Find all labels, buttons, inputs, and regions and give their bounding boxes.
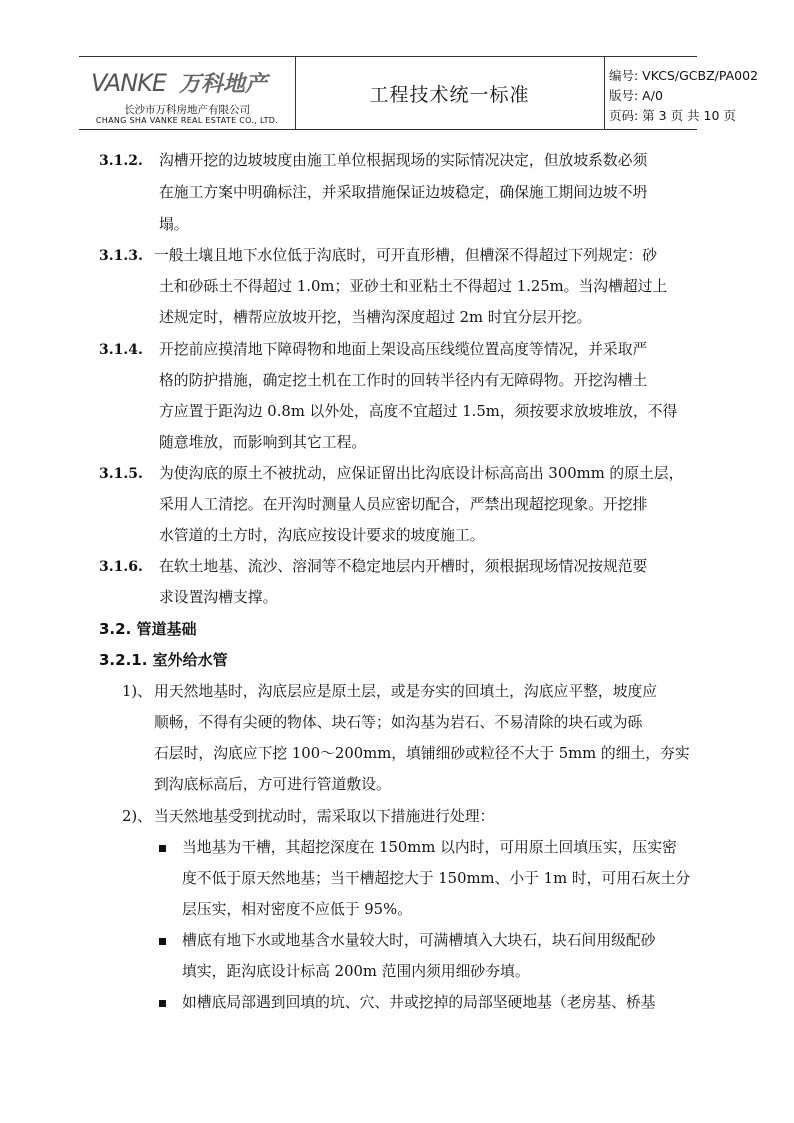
- bullet-icon: [159, 938, 166, 945]
- section-number: 3.1.6.: [99, 559, 143, 575]
- paragraph-line: 一般土壤且地下水位低于沟底时，可开直形槽，但槽深不得超过下列规定：砂: [154, 247, 658, 264]
- svg-text:VANKE: VANKE: [91, 69, 167, 97]
- company-name-cn: 长沙市万科房地产有限公司: [124, 104, 250, 116]
- section-number: 3.1.4.: [99, 342, 143, 358]
- company-name-en: CHANG SHA VANKE REAL ESTATE CO., LTD.: [95, 116, 279, 125]
- bullet-icon: [159, 1000, 166, 1007]
- paragraph-line: 为使沟底的原土不被扰动，应保证留出比沟底设计标高高出 300mm 的原土层，: [159, 465, 684, 482]
- meta-cell: [605, 57, 759, 129]
- section-number: 3.1.2.: [99, 153, 143, 169]
- paragraph-line: 随意堆放，而影响到其它工程。: [159, 434, 367, 451]
- item-label: 1)、: [122, 683, 152, 700]
- paragraph-line: 当地基为干槽，其超挖深度在 150mm 以内时，可用原土回填压实，压实密: [182, 839, 677, 856]
- paragraph-line: 格的防护措施，确定挖土机在工作时的回转半径内有无障碍物。开挖沟槽土: [159, 372, 648, 389]
- paragraph-line: 开挖前应摸清地下障碍物和地面上架设高压线缆位置高度等情况，并采取严: [159, 341, 648, 358]
- vanke-logo-icon: [87, 65, 287, 97]
- paragraph-line: 水管道的土方时，沟底应按设计要求的坡度施工。: [159, 527, 485, 544]
- paragraph-line: 塌。: [159, 216, 189, 233]
- svg-text:万科地产: 万科地产: [179, 72, 268, 97]
- paragraph-line: 石层时，沟底应下挖 100～200mm，填铺细砂或粒径不大于 5mm 的细土，夯实: [154, 745, 690, 762]
- document-title: 工程技术统一标准: [295, 57, 605, 129]
- paragraph-line: 方应置于距沟边 0.8m 以外处，高度不宜超过 1.5m，须按要求放坡堆放，不得: [159, 403, 678, 420]
- paragraph-line: 用天然地基时，沟底层应是原土层，或是夯实的回填土，沟底应平整，坡度应: [154, 683, 658, 700]
- doc-version: 版号: A/0: [609, 88, 663, 103]
- paragraph-line: 采用人工清挖。在开沟时测量人员应密切配合，严禁出现超挖现象。开挖排: [159, 496, 648, 513]
- subsection-heading: 3.2.1. 室外给水管: [99, 651, 228, 669]
- paragraph-line: 填实，距沟底设计标高 200m 范围内须用细砂夯填。: [182, 963, 530, 980]
- bullet-icon: [159, 845, 166, 852]
- paragraph-line: 求设置沟槽支撑。: [159, 589, 278, 606]
- paragraph-line: 在施工方案中明确标注，并采取措施保证边坡稳定，确保施工期间边坡不坍: [159, 184, 648, 201]
- paragraph-line: 顺畅，不得有尖硬的物体、块石等；如沟基为岩石、不易清除的块石或为砾: [154, 714, 643, 731]
- paragraph-line: 沟槽开挖的边坡坡度由施工单位根据现场的实际情况决定，但放坡系数必须: [159, 152, 648, 169]
- paragraph-line: 到沟底标高后，方可进行管道敷设。: [154, 776, 391, 793]
- doc-page: 页码: 第 3 页 共 10 页: [609, 108, 736, 123]
- item-label: 2)、: [122, 808, 152, 825]
- document-header: [79, 56, 759, 130]
- doc-code: 编号: VKCS/GCBZ/PA002: [609, 68, 759, 83]
- paragraph-line: 当天然地基受到扰动时，需采取以下措施进行处理：: [154, 808, 495, 825]
- logo-cell: [79, 57, 296, 129]
- paragraph-line: 土和砂砾土不得超过 1.0m；亚砂土和亚粘土不得超过 1.25m。当沟槽超过上: [159, 278, 668, 295]
- paragraph-line: 如槽底局部遇到回填的坑、穴、井或挖掉的局部坚硬地基（老房基、桥基: [182, 994, 656, 1011]
- paragraph-line: 在软土地基、流沙、溶洞等不稳定地层内开槽时，须根据现场情况按规范要: [159, 558, 648, 575]
- paragraph-line: 度不低于原天然地基；当干槽超挖大于 150mm、小于 1m 时，可用石灰土分: [182, 870, 691, 887]
- paragraph-line: 述规定时，槽帮应放坡开挖，当槽沟深度超过 2m 时宜分层开挖。: [159, 309, 592, 326]
- section-heading: 3.2. 管道基础: [99, 620, 197, 638]
- section-number: 3.1.5.: [99, 466, 143, 482]
- section-number: 3.1.3.: [99, 248, 143, 264]
- paragraph-line: 槽底有地下水或地基含水量较大时，可满槽填入大块石，块石间用级配砂: [182, 932, 656, 949]
- paragraph-line: 层压实，相对密度不应低于 95%。: [182, 901, 412, 918]
